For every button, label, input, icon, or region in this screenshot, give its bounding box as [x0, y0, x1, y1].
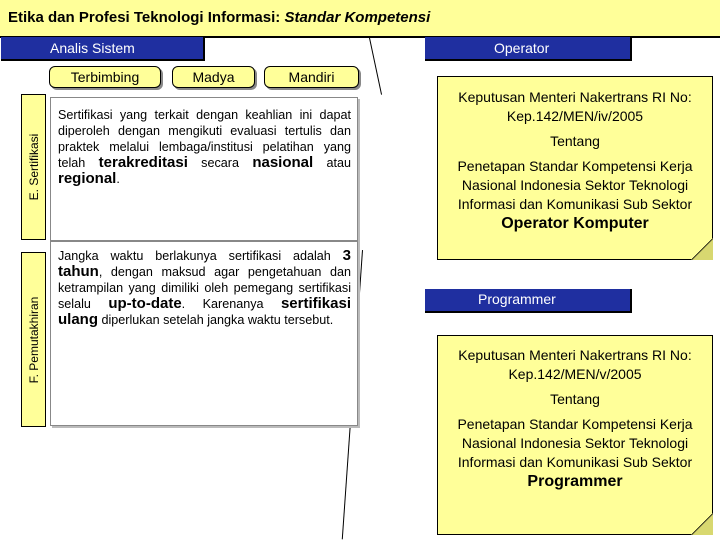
pemutakhiran-bold: 3 tahun [58, 247, 351, 280]
sertifikasi-text: atau [313, 156, 352, 170]
operator-tentang: Tentang [550, 133, 600, 149]
programmer-header: Programmer [425, 289, 632, 313]
sertifikasi-text: . [116, 172, 120, 186]
operator-note [437, 76, 713, 260]
sertifikasi-bold: regional [58, 170, 117, 187]
pemutakhiran-text: diperlukan setelah jangka waktu tersebut. [98, 313, 334, 327]
pemutakhiran-text: . Karenanya [181, 297, 281, 311]
programmer-decree: Keputusan Menteri Nakertrans RI No: Kep.142/MEN/v/2005 [458, 347, 692, 382]
programmer-role: Programmer [527, 473, 623, 490]
pemutakhiran-bold: sertifikasi ulang [58, 295, 351, 328]
sertifikasi-text-box [50, 97, 358, 241]
programmer-note [437, 335, 713, 535]
pemutakhiran-text-box [50, 241, 358, 426]
programmer-tentang: Tentang [550, 391, 600, 407]
connector-line [369, 38, 382, 95]
sertifikasi-side-label [21, 94, 46, 240]
sertifikasi-side-text: E. Sertifikasi [26, 133, 41, 201]
slide-title [8, 9, 430, 26]
pemutakhiran-text: , dengan maksud agar pengetahuan dan ketrampilan yang dimiliki oleh pemegang sertifikasi selalu [58, 265, 351, 311]
level-terbimbing: Terbimbing [49, 66, 161, 88]
level-madya: Madya [172, 66, 255, 88]
operator-description: Penetapan Standar Kompetensi Kerja Nasional Indonesia Sektor Teknologi Informasi dan Komunikasi Sub Sektor [457, 158, 693, 212]
slide-title-sub: Standar Kompetensi [284, 9, 431, 26]
operator-decree: Keputusan Menteri Nakertrans RI No: Kep.142/MEN/iv/2005 [458, 89, 692, 124]
operator-header: Operator [425, 37, 632, 61]
level-mandiri: Mandiri [264, 66, 359, 88]
folded-corner-icon [691, 513, 713, 535]
slide-title-main: Etika dan Profesi Teknologi Informasi: [8, 9, 285, 26]
analis-sistem-header: Analis Sistem [1, 37, 205, 61]
pemutakhiran-bold: up-to-date [108, 295, 182, 312]
sertifikasi-bold: terakreditasi [98, 154, 188, 171]
pemutakhiran-side-text: F. Pemutakhiran [26, 296, 41, 383]
folded-corner-icon [691, 238, 713, 260]
sertifikasi-text: Sertifikasi yang terkait dengan keahlian ini dapat diperoleh dengan mengikuti evaluasi tertulis dan praktek melalui lembaga/institusi pelatihan yang telah [58, 108, 351, 170]
sertifikasi-bold: nasional [252, 154, 314, 171]
operator-role: Operator Komputer [501, 215, 649, 232]
pemutakhiran-text: Jangka waktu berlakunya sertifikasi adalah [58, 249, 343, 263]
programmer-description: Penetapan Standar Kompetensi Kerja Nasional Indonesia Sektor Teknologi Informasi dan Komunikasi Sub Sektor [457, 416, 693, 470]
pemutakhiran-side-label [21, 252, 46, 427]
sertifikasi-text: secara [187, 156, 253, 170]
